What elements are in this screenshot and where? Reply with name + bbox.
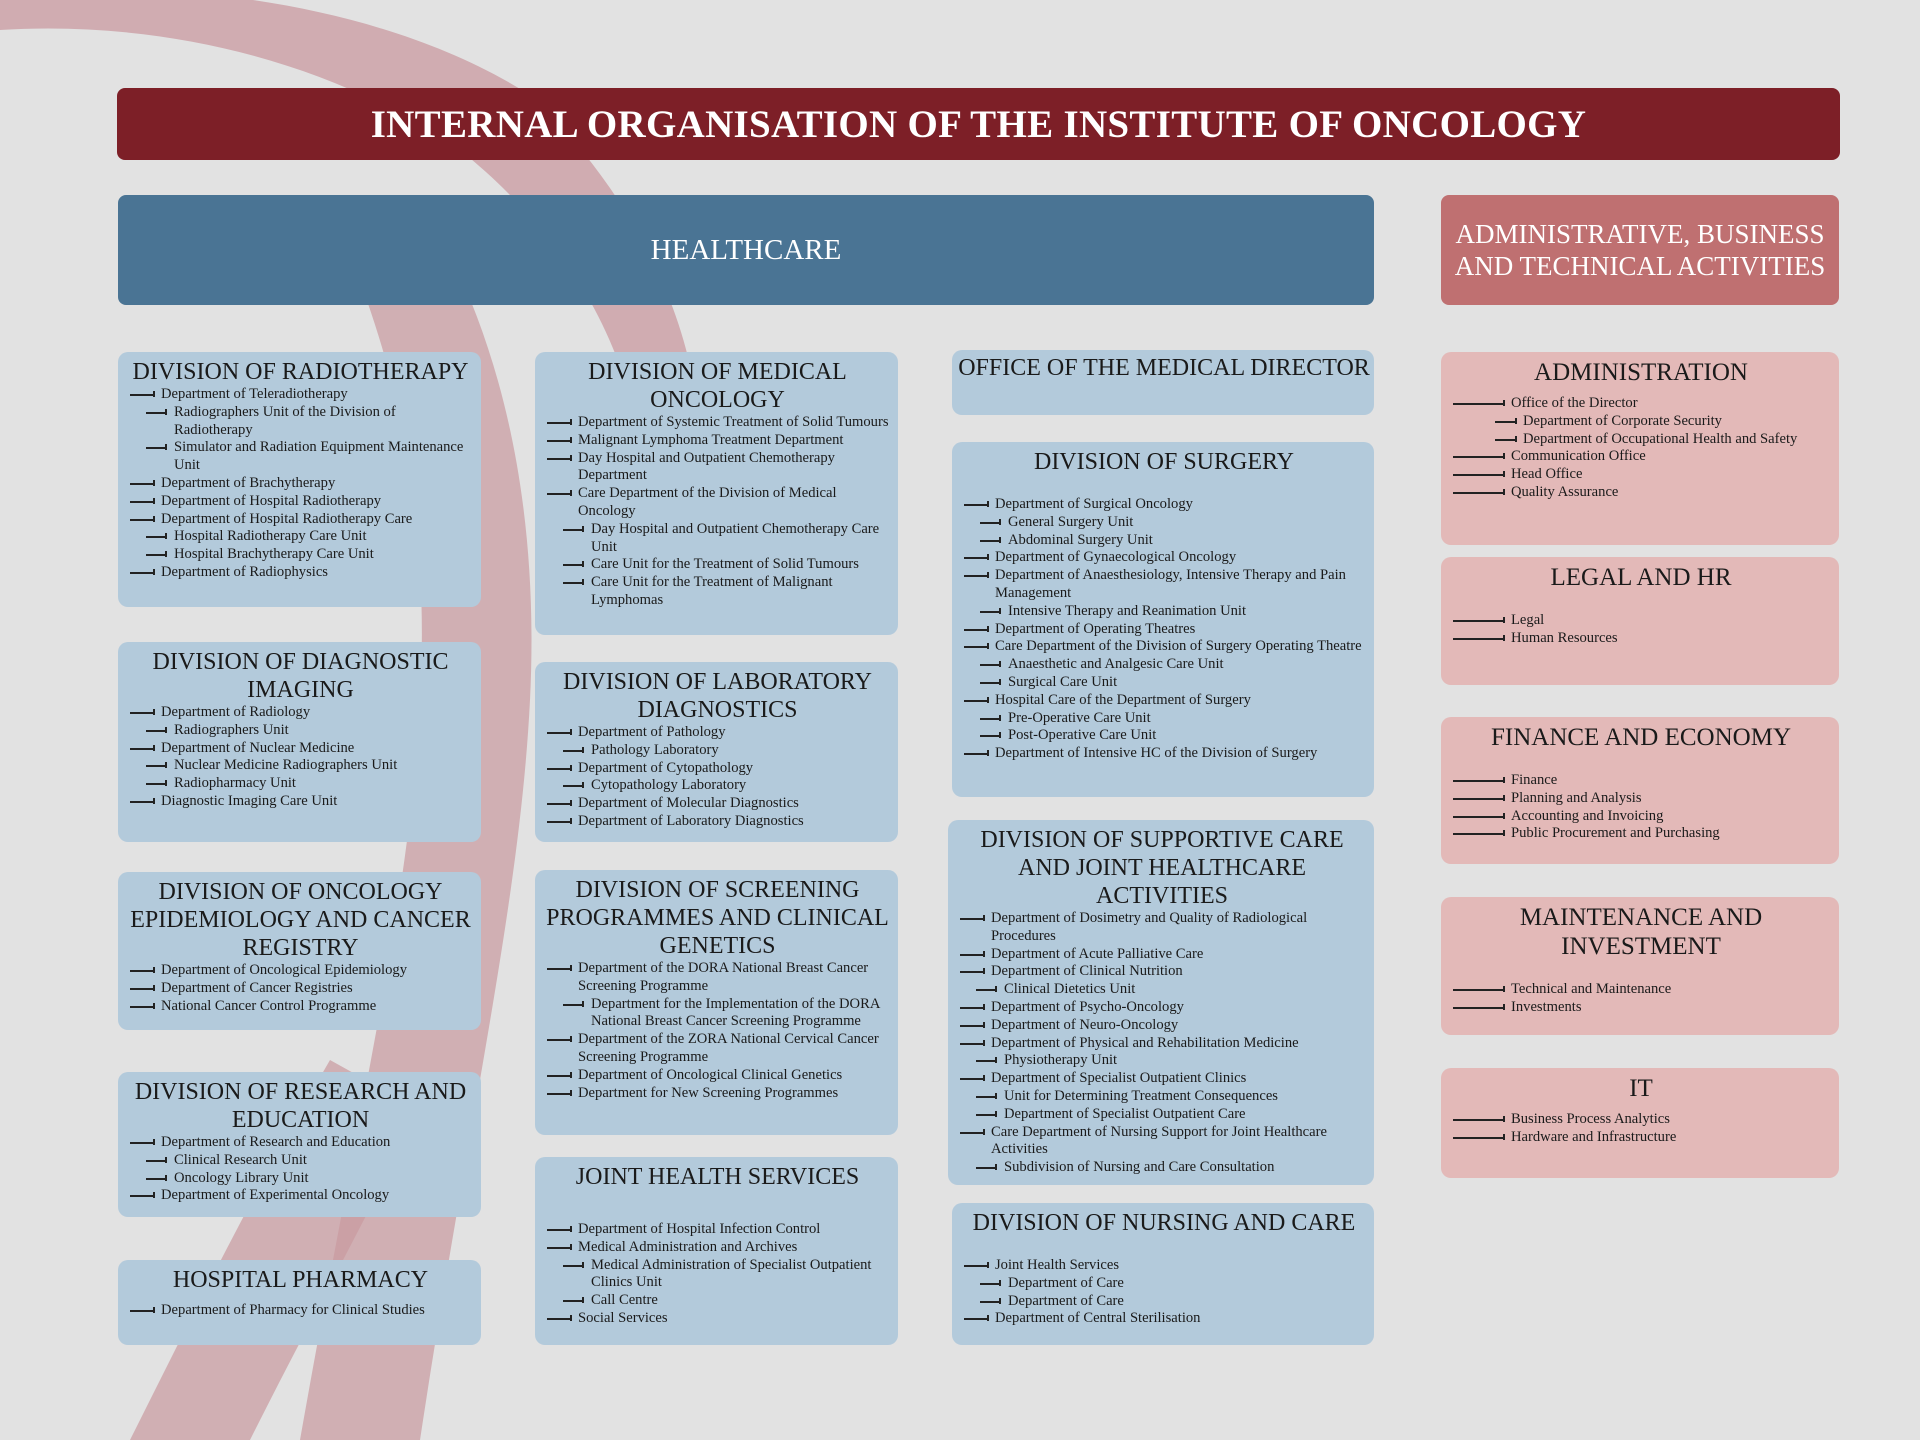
finance-economy-box: [1441, 717, 1839, 864]
box-title: DIVISION OF SUPPORTIVE CARE AND JOINT HEALTHCARE ACTIVITIES: [980, 827, 1344, 909]
department-list: [1447, 395, 1835, 502]
page-title: INTERNAL ORGANISATION OF THE INSTITUTE OF ONCOLOGY: [117, 88, 1840, 160]
list-item: Department for the Implementation of the DORA National Breast Cancer Screening Programme: [541, 996, 894, 1032]
list-item: Oncology Library Unit: [124, 1170, 477, 1188]
list-item: Department of Psycho-Oncology: [954, 999, 1370, 1017]
list-item: Department of Molecular Diagnostics: [541, 795, 894, 813]
division-surgery-box: [952, 442, 1374, 797]
list-item: Intensive Therapy and Reanimation Unit: [958, 603, 1370, 621]
list-item: Department of Operating Theatres: [958, 621, 1370, 639]
list-item: Clinical Dietetics Unit: [954, 981, 1370, 999]
list-item: Department of Oncological Clinical Genetics: [541, 1067, 894, 1085]
box-title: DIVISION OF DIAGNOSTIC IMAGING: [152, 649, 449, 703]
department-list: [1447, 772, 1835, 843]
division-supportive-care-box: [948, 820, 1374, 1185]
list-item: Investments: [1447, 999, 1835, 1017]
list-item: Quality Assurance: [1447, 484, 1835, 502]
list-item: Department of Brachytherapy: [124, 475, 477, 493]
list-item: Medical Administration of Specialist Outpatient Clinics Unit: [541, 1257, 894, 1293]
list-item: Medical Administration and Archives: [541, 1239, 894, 1257]
list-item: Department of Physical and Rehabilitation Medicine: [954, 1035, 1370, 1053]
division-epidemiology-box: [118, 872, 481, 1030]
maintenance-investment-box: [1441, 897, 1839, 1035]
list-item: Social Services: [541, 1310, 894, 1328]
list-item: Department of Specialist Outpatient Clinics: [954, 1070, 1370, 1088]
box-title: IT: [1629, 1075, 1653, 1102]
department-list: [124, 962, 477, 1015]
division-screening-box: [535, 870, 898, 1135]
list-item: Malignant Lymphoma Treatment Department: [541, 432, 894, 450]
department-list: [124, 704, 477, 811]
list-item: Care Department of the Division of Medical Oncology: [541, 485, 894, 521]
box-title: DIVISION OF SURGERY: [1033, 449, 1295, 475]
list-item: Cytopathology Laboratory: [541, 777, 894, 795]
division-research-box: [118, 1072, 481, 1217]
list-item: Department of Hospital Radiotherapy Care: [124, 511, 477, 529]
department-list: [958, 496, 1370, 763]
list-item: Department of Radiophysics: [124, 564, 477, 582]
list-item: Clinical Research Unit: [124, 1152, 477, 1170]
list-item: Department of Neuro-Oncology: [954, 1017, 1370, 1035]
list-item: National Cancer Control Programme: [124, 998, 477, 1016]
list-item: Department of Teleradiotherapy: [124, 386, 477, 404]
list-item: Technical and Maintenance: [1447, 981, 1835, 999]
list-item: Nuclear Medicine Radiographers Unit: [124, 757, 477, 775]
list-item: Day Hospital and Outpatient Chemotherapy Care Unit: [541, 521, 894, 557]
legal-hr-box: [1441, 557, 1839, 685]
department-list: [541, 960, 894, 1102]
box-title: DIVISION OF LABORATORY DIAGNOSTICS: [563, 669, 872, 723]
division-nursing-box: [952, 1203, 1374, 1345]
list-item: Department of Radiology: [124, 704, 477, 722]
office-medical-director-box: [952, 350, 1374, 415]
list-item: Physiotherapy Unit: [954, 1052, 1370, 1070]
list-item: Department for New Screening Programmes: [541, 1085, 894, 1103]
admin-header: ADMINISTRATIVE, BUSINESS AND TECHNICAL ACTIVITIES: [1441, 195, 1839, 305]
list-item: Head Office: [1447, 466, 1835, 484]
list-item: Department of Experimental Oncology: [124, 1187, 477, 1205]
list-item: Department of Intensive HC of the Division of Surgery: [958, 745, 1370, 763]
box-title: OFFICE OF THE MEDICAL DIRECTOR: [958, 355, 1370, 381]
box-title: DIVISION OF ONCOLOGY EPIDEMIOLOGY AND CANCER REGISTRY: [130, 879, 471, 961]
department-list: [1447, 612, 1835, 648]
list-item: Care Department of Nursing Support for Joint Healthcare Activities: [954, 1124, 1370, 1160]
list-item: Diagnostic Imaging Care Unit: [124, 793, 477, 811]
list-item: Department of Occupational Health and Safety: [1447, 431, 1835, 449]
department-list: [541, 414, 894, 610]
list-item: Planning and Analysis: [1447, 790, 1835, 808]
box-title: MAINTENANCE AND INVESTMENT: [1519, 904, 1763, 960]
list-item: Department of Gynaecological Oncology: [958, 549, 1370, 567]
list-item: Office of the Director: [1447, 395, 1835, 413]
list-item: Post-Operative Care Unit: [958, 727, 1370, 745]
list-item: Abdominal Surgery Unit: [958, 532, 1370, 550]
list-item: Anaesthetic and Analgesic Care Unit: [958, 656, 1370, 674]
list-item: Department of Central Sterilisation: [958, 1310, 1370, 1328]
department-list: [124, 1302, 477, 1320]
list-item: Call Centre: [541, 1292, 894, 1310]
list-item: Department of Hospital Infection Control: [541, 1221, 894, 1239]
list-item: Department of Specialist Outpatient Care: [954, 1106, 1370, 1124]
list-item: Hardware and Infrastructure: [1447, 1129, 1835, 1147]
list-item: Department of Clinical Nutrition: [954, 963, 1370, 981]
it-box: [1441, 1068, 1839, 1178]
list-item: Radiopharmacy Unit: [124, 775, 477, 793]
division-diagnostic-imaging-box: [118, 642, 481, 842]
list-item: Unit for Determining Treatment Consequences: [954, 1088, 1370, 1106]
list-item: Hospital Care of the Department of Surgery: [958, 692, 1370, 710]
list-item: Pathology Laboratory: [541, 742, 894, 760]
list-item: Communication Office: [1447, 448, 1835, 466]
list-item: Department of Surgical Oncology: [958, 496, 1370, 514]
list-item: Department of the ZORA National Cervical Cancer Screening Programme: [541, 1031, 894, 1067]
list-item: Department of Anaesthesiology, Intensive Therapy and Pain Management: [958, 567, 1370, 603]
list-item: Radiographers Unit of the Division of Radiotherapy: [124, 404, 477, 440]
list-item: Department of Nuclear Medicine: [124, 740, 477, 758]
list-item: Public Procurement and Purchasing: [1447, 825, 1835, 843]
list-item: Human Resources: [1447, 630, 1835, 648]
box-title: DIVISION OF RADIOTHERAPY: [132, 359, 469, 385]
list-item: Department of Hospital Radiotherapy: [124, 493, 477, 511]
list-item: Department of Research and Education: [124, 1134, 477, 1152]
division-radiotherapy-box: [118, 352, 481, 607]
department-list: [1447, 1111, 1835, 1147]
box-title: DIVISION OF SCREENING PROGRAMMES AND CLINICAL GENETICS: [546, 877, 889, 959]
list-item: General Surgery Unit: [958, 514, 1370, 532]
box-title: DIVISION OF RESEARCH AND EDUCATION: [134, 1079, 467, 1133]
list-item: Department of Dosimetry and Quality of Radiological Procedures: [954, 910, 1370, 946]
list-item: Department of Care: [958, 1275, 1370, 1293]
department-list: [124, 386, 477, 582]
list-item: Care Unit for the Treatment of Malignant Lymphomas: [541, 574, 894, 610]
administration-box: [1441, 352, 1839, 545]
list-item: Hospital Brachytherapy Care Unit: [124, 546, 477, 564]
list-item: Hospital Radiotherapy Care Unit: [124, 528, 477, 546]
box-title: ADMINISTRATION: [1534, 359, 1748, 386]
department-list: [954, 910, 1370, 1177]
list-item: Legal: [1447, 612, 1835, 630]
list-item: Pre-Operative Care Unit: [958, 710, 1370, 728]
box-title: JOINT HEALTH SERVICES: [575, 1164, 860, 1190]
list-item: Department of Laboratory Diagnostics: [541, 813, 894, 831]
box-title: LEGAL AND HR: [1550, 564, 1732, 591]
division-medical-oncology-box: [535, 352, 898, 635]
list-item: Joint Health Services: [958, 1257, 1370, 1275]
department-list: [1447, 981, 1835, 1017]
list-item: Care Department of the Division of Surgery Operating Theatre: [958, 638, 1370, 656]
department-list: [958, 1257, 1370, 1328]
division-laboratory-box: [535, 662, 898, 842]
list-item: Department of Care: [958, 1293, 1370, 1311]
joint-health-services-box: [535, 1157, 898, 1345]
list-item: Radiographers Unit: [124, 722, 477, 740]
list-item: Department of Cytopathology: [541, 760, 894, 778]
list-item: Department of Acute Palliative Care: [954, 946, 1370, 964]
list-item: Surgical Care Unit: [958, 674, 1370, 692]
list-item: Department of Oncological Epidemiology: [124, 962, 477, 980]
list-item: Care Unit for the Treatment of Solid Tumours: [541, 556, 894, 574]
list-item: Accounting and Invoicing: [1447, 808, 1835, 826]
box-title: DIVISION OF MEDICAL ONCOLOGY: [588, 359, 847, 413]
department-list: [541, 724, 894, 831]
list-item: Subdivision of Nursing and Care Consultation: [954, 1159, 1370, 1177]
list-item: Finance: [1447, 772, 1835, 790]
department-list: [541, 1221, 894, 1328]
list-item: Day Hospital and Outpatient Chemotherapy Department: [541, 450, 894, 486]
box-title: FINANCE AND ECONOMY: [1490, 724, 1791, 751]
list-item: Business Process Analytics: [1447, 1111, 1835, 1129]
list-item: Simulator and Radiation Equipment Maintenance Unit: [124, 439, 477, 475]
list-item: Department of Pharmacy for Clinical Studies: [124, 1302, 477, 1320]
list-item: Department of Cancer Registries: [124, 980, 477, 998]
list-item: Department of the DORA National Breast Cancer Screening Programme: [541, 960, 894, 996]
department-list: [124, 1134, 477, 1205]
box-title: HOSPITAL PHARMACY: [172, 1267, 429, 1293]
hospital-pharmacy-box: [118, 1260, 481, 1345]
list-item: Department of Corporate Security: [1447, 413, 1835, 431]
list-item: Department of Systemic Treatment of Solid Tumours: [541, 414, 894, 432]
healthcare-header: HEALTHCARE: [118, 195, 1374, 305]
box-title: DIVISION OF NURSING AND CARE: [972, 1210, 1356, 1236]
list-item: Department of Pathology: [541, 724, 894, 742]
